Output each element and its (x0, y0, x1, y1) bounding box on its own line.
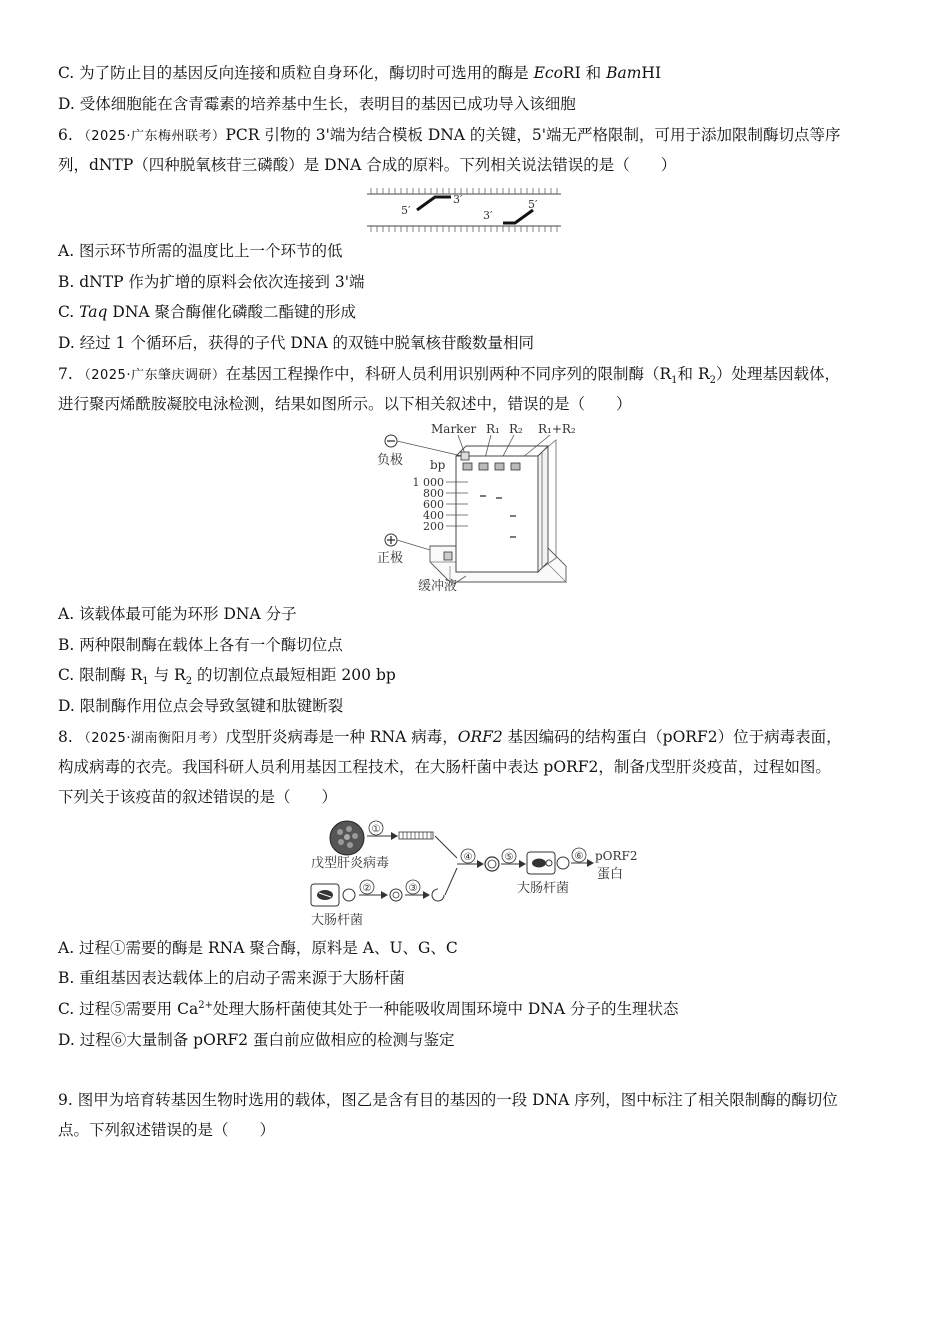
label-5prime-right: 5′ (528, 198, 538, 211)
lane-label-r2: R₂ (509, 422, 523, 436)
recombinant-plasmid-icon (485, 857, 499, 871)
primer-bottom (503, 210, 533, 223)
q6-option-a: A. 图示环节所需的温度比上一个环节的低 (58, 242, 343, 260)
q8-option-b: B. 重组基因表达载体上的启动子需来源于大肠杆菌 (58, 969, 405, 987)
ecoli-label-1: 大肠杆菌 (311, 913, 364, 928)
gel-plate-front (456, 456, 538, 572)
q8-source: （2025·湖南衡阳月考） (77, 731, 226, 746)
primer-top (417, 197, 451, 210)
q8-stem-line3: 下列关于该疫苗的叙述错误的是（ ） (58, 788, 338, 806)
cdna-icon (399, 832, 433, 839)
q7-stem-line1: 7. （2025·广东肇庆调研）在基因工程操作中，科研人员利用识别两种不同序列的限制酶（$R_1$和 $R_2$）处理基因载体， (58, 365, 841, 387)
q7-source: （2025·广东肇庆调研） (77, 368, 226, 383)
q7-option-b: B. 两种限制酶在载体上各有一个酶切位点 (58, 636, 343, 654)
q6-option-b: B. dNTP 作为扩增的原料会依次连接到 3'端 (58, 273, 365, 291)
tick-label-200: 200 (423, 520, 444, 533)
step-5-label: ⑤ (504, 852, 514, 863)
q8-option-a: A. 过程①需要的酶是 RNA 聚合酶，原料是 A、U、G、C (58, 939, 458, 957)
label-3prime-right: 3′ (483, 209, 493, 222)
q7-option-c: C. 限制酶 $R_1$ 与 $R_2$ 的切割位点最短相距 200 bp (58, 666, 396, 688)
lane-label-marker: Marker (431, 422, 477, 436)
q6-option-d: D. 经过 1 个循环后，获得的子代 DNA 的双链中脱氧核苷酸数量相同 (58, 334, 534, 352)
gel-plate-side (538, 446, 548, 572)
tick-label-800: 800 (423, 487, 444, 500)
q5-option-d: D. 受体细胞能在含青霉素的培养基中生长，表明目的基因已成功导入该细胞 (58, 95, 576, 113)
lane-label-r1r2: R₁+R₂ (538, 422, 576, 436)
positive-electrode-label: 正极 (377, 551, 404, 566)
q8-stem-line2: 构成病毒的衣壳。我国科研人员利用基因工程技术，在大肠杆菌中表达 pORF2，制备戊型肝炎疫苗，过程如图。 (58, 758, 831, 776)
well-4 (511, 463, 520, 470)
step-2-label: ② (362, 883, 372, 894)
q6-source: （2025·广东梅州联考） (77, 129, 226, 144)
ecoli-label-2: 大肠杆菌 (517, 881, 570, 896)
q7-stem-line2: 进行聚丙烯酰胺凝胶电泳检测，结果如图所示。以下相关叙述中，错误的是（ ） (58, 395, 632, 413)
q8-vaccine-process-figure (305, 812, 650, 932)
bp-axis-label: bp (430, 458, 446, 472)
well-1 (463, 463, 472, 470)
cut-plasmid-icon (432, 889, 444, 901)
negative-electrode-label: 负极 (377, 453, 404, 468)
tick-label-1000: 1 000 (412, 476, 444, 489)
step-1-label: ① (371, 824, 381, 835)
q6-primer-figure (365, 186, 565, 232)
tick-label-600: 600 (423, 498, 444, 511)
label-5prime-left: 5′ (401, 204, 411, 217)
step-3-label: ③ (408, 883, 418, 894)
plasmid-icon (390, 889, 402, 901)
q9-stem-line1: 9. 图甲为培育转基因生物时选用的载体，图乙是含有目的基因的一段 DNA 序列，图中标注了相关限制酶的酶切位 (58, 1091, 838, 1109)
step-6-label: ⑥ (574, 851, 584, 862)
step-4-label: ④ (463, 852, 473, 863)
q9-stem-line2: 点。下列叙述错误的是（ ） (58, 1121, 276, 1139)
q8-option-d: D. 过程⑥大量制备 pORF2 蛋白前应做相应的检测与鉴定 (58, 1031, 455, 1049)
q6-option-c: C. Taq DNA 聚合酶催化磷酸二酯键的形成 (58, 303, 357, 321)
template-bottom-ticks (371, 226, 557, 232)
buffer-label: 缓冲液 (418, 579, 458, 594)
template-top-ticks (371, 188, 557, 194)
marker-well (461, 452, 469, 460)
virus-icon (330, 821, 364, 855)
well-3 (495, 463, 504, 470)
product-label-protein: 蛋白 (597, 867, 624, 882)
lane-label-r1: R₁ (486, 422, 500, 436)
q7-electrophoresis-figure (370, 416, 590, 594)
q6-stem-line2: 列，dNTP（四种脱氧核苷三磷酸）是 DNA 合成的原料。下列相关说法错误的是（ ） (58, 156, 677, 174)
q5-option-c: C. 为了防止目的基因反向连接和质粒自身环化，酶切时可选用的酶是 EcoRⅠ 和 BamHⅠ (58, 64, 662, 82)
q8-option-c: C. 过程⑤需要用 $Ca^{2+}$处理大肠杆菌使其处于一种能吸收周围环境中 DNA 分子的生理状态 (58, 999, 679, 1018)
well-2 (479, 463, 488, 470)
q8-stem-line1: 8. （2025·湖南衡阳月考）戊型肝炎病毒是一种 RNA 病毒，ORF2 基因编码的结构蛋白（pORF2）位于病毒表面， (58, 728, 842, 746)
virus-label: 戊型肝炎病毒 (311, 856, 390, 871)
q7-option-d: D. 限制酶作用位点会导致氢键和肽键断裂 (58, 697, 344, 715)
product-label-porf2: pORF2 (595, 849, 638, 863)
tick-label-400: 400 (423, 509, 444, 522)
q7-option-a: A. 该载体最可能为环形 DNA 分子 (58, 605, 297, 623)
q6-stem-line1: 6. （2025·广东梅州联考）PCR 引物的 3'端为结合模板 DNA 的关键，5'端无严格限制，可用于添加限制酶切点等序 (58, 126, 841, 144)
label-3prime-left: 3′ (453, 193, 463, 206)
